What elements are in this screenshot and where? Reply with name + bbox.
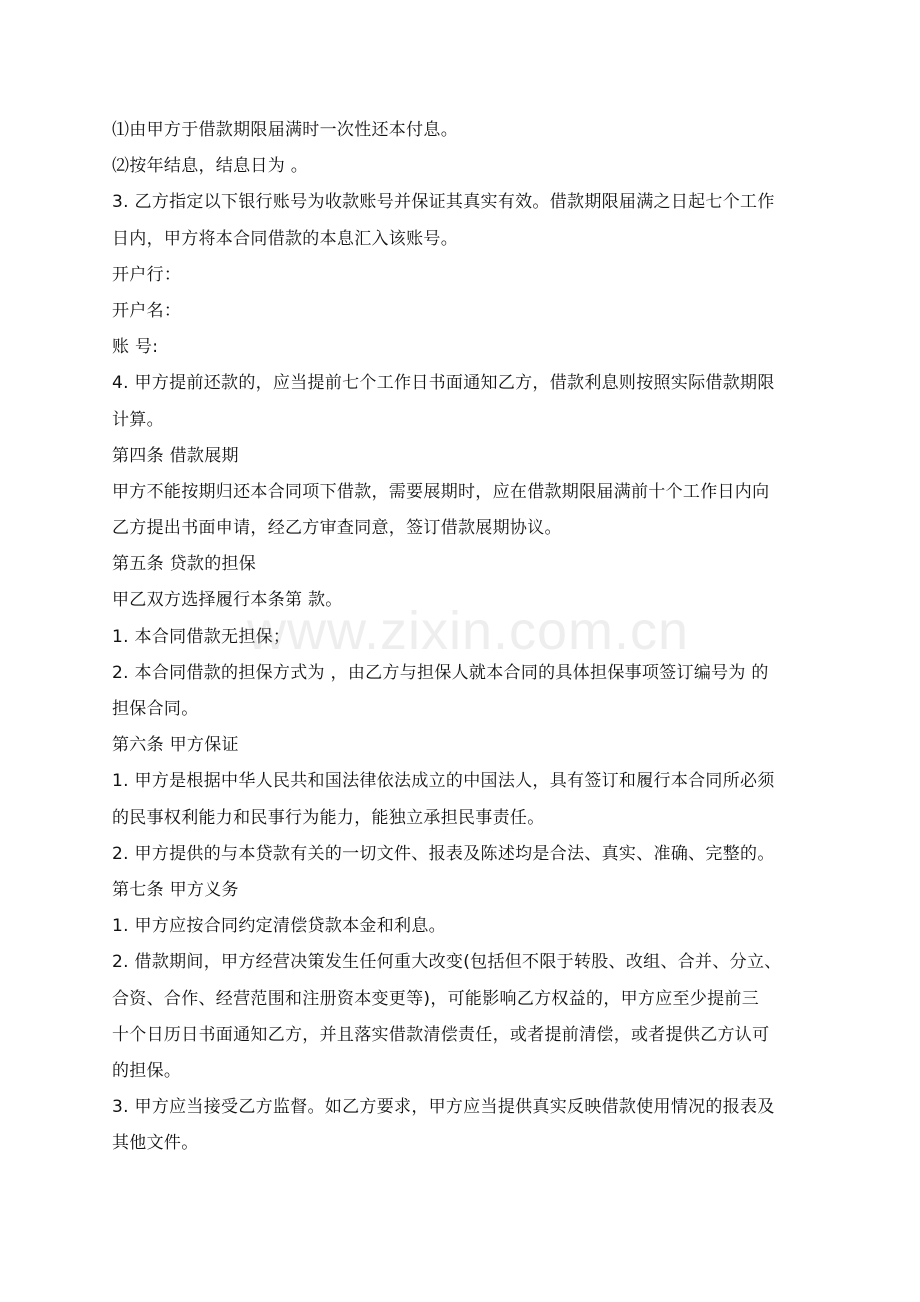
document-body (112, 112, 818, 1161)
text-line: 2. 甲方提供的与本贷款有关的一切文件、报表及陈述均是合法、真实、准确、完整的。 (112, 843, 775, 864)
text-line: 2. 本合同借款的担保方式为 ，由乙方与担保人就本合同的具体担保事项签订编号为 的 (112, 662, 769, 683)
watermark: www.zixin.com.cn (246, 601, 690, 661)
section-heading: 第四条 借款展期 (112, 445, 239, 466)
text-line: 3. 乙方指定以下银行账号为收款账号并保证其真实有效。借款期限届满之日起七个工作 (112, 192, 775, 213)
text-line: 1. 甲方应按合同约定清偿贷款本金和利息。 (112, 916, 446, 937)
text-line: 甲乙双方选择履行本条第 款。 (112, 590, 343, 611)
text-line: 日内，甲方将本合同借款的本息汇入该账号。 (112, 228, 458, 249)
text-line: 乙方提出书面申请，经乙方审查同意，签订借款展期协议。 (112, 518, 562, 539)
text-line: ⑵按年结息，结息日为 。 (112, 156, 309, 177)
text-line: 1. 本合同借款无担保； (112, 626, 291, 647)
text-line: 计算。 (112, 409, 164, 430)
text-line: 的民事权利能力和民事行为能力，能独立承担民事责任。 (112, 807, 545, 828)
text-line: ⑴由甲方于借款期限届满时一次性还本付息。 (112, 120, 458, 140)
text-line: 十个日历日书面通知乙方，并且落实借款清偿责任，或者提前清偿，或者提供乙方认可 (112, 1024, 770, 1045)
text-line: 账 号: (112, 337, 159, 358)
text-line: 的担保。 (112, 1060, 182, 1081)
text-line: 合资、合作、经营范围和注册资本变更等)，可能影响乙方权益的，甲方应至少提前三 (112, 988, 760, 1009)
text-line: 2. 借款期间，甲方经营决策发生任何重大改变(包括但不限于转股、改组、合并、分立、 (112, 952, 782, 973)
section-heading: 第六条 甲方保证 (112, 735, 239, 756)
text-line: 开户名： (112, 300, 182, 321)
text-line: 4. 甲方提前还款的，应当提前七个工作日书面通知乙方，借款利息则按照实际借款期限 (112, 373, 775, 394)
section-heading: 第七条 甲方义务 (112, 879, 239, 900)
text-line: 其他文件。 (112, 1133, 199, 1154)
section-heading: 第五条 贷款的担保 (112, 554, 257, 575)
text-line: 开户行： (112, 264, 182, 285)
text-line: 担保合同。 (112, 699, 199, 719)
text-line: 1. 甲方是根据中华人民共和国法律依法成立的中国法人，具有签订和履行本合同所必须 (112, 771, 775, 792)
text-line: 3. 甲方应当接受乙方监督。如乙方要求，甲方应当提供真实反映借款使用情况的报表及 (112, 1097, 775, 1118)
text-line: 甲方不能按期归还本合同项下借款，需要展期时，应在借款期限届满前十个工作日内向 (112, 481, 770, 502)
